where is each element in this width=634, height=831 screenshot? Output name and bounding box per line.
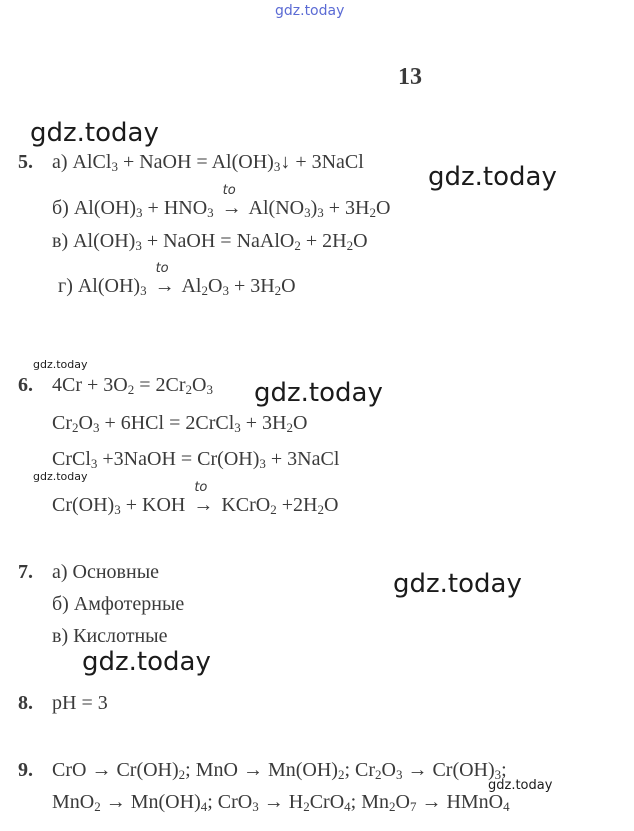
watermark: gdz.today [393, 569, 522, 599]
equation-line: в) $Al(OH)_3$ + NaOH = NaAlO$_2$ + $2H_2O$ [52, 230, 368, 253]
equation-line: $MnO_2 \to Mn(OH)_4$; $CrO_3 \to H_2CrO_4$; $Mn_2O_7$ → HMnO$_4$ [52, 791, 510, 814]
equation-line: $Cr(OH)_3$ + KOH to → KCrO$_2$ $+2H_2O$ [52, 493, 338, 517]
problem-number: 6. [18, 374, 33, 396]
problem-number: 7. [18, 561, 33, 583]
equation-line: $Cr_2O_3 + 6HCl$ = 2CrCl$_3$ + $3H_2O$ [52, 412, 308, 435]
answer-line: а) Основные [52, 561, 160, 583]
watermark: gdz.today [82, 647, 211, 677]
watermark-top: gdz.today [275, 3, 345, 19]
watermark: gdz.today [33, 470, 88, 483]
heat-label: to [222, 183, 236, 198]
watermark: gdz.today [33, 358, 88, 371]
watermark: gdz.today [30, 118, 159, 148]
page-number: 13 [398, 64, 422, 90]
heat-label: to [155, 261, 169, 276]
equation-line: г) $Al(OH)_3$ to → $Al_2O_3 + 3H_2O$ [58, 274, 296, 298]
equation-line: $4Cr + 3O_2 = 2Cr_2O_3$ [52, 374, 213, 397]
watermark: gdz.today [254, 378, 383, 408]
equation-line: CrCl$_3$ +3NaOH = $Cr(OH)_3$ + 3NaCl [52, 448, 340, 471]
problem-number: 8. [18, 692, 33, 714]
equation-line: б) $Al(OH)_3 + HNO_3$ to → $Al(NO_3)_3 + 3H_2O$ [52, 196, 390, 220]
heat-label: to [194, 480, 208, 495]
problem-number: 9. [18, 759, 33, 781]
answer-line: в) Кислотные [52, 625, 168, 647]
equation-line: а) AlCl$_3$ + NaOH = $Al(OH)_3↓$ + 3NaCl [52, 151, 364, 174]
watermark: gdz.today [488, 778, 553, 793]
equation-line: CrO → $Cr(OH)_2$; MnO → $Mn(OH)_2$; $Cr_2O_3 \to Cr(OH)_3$; [52, 759, 507, 782]
answer-line: pH = 3 [52, 692, 108, 714]
problem-number: 5. [18, 151, 33, 173]
watermark: gdz.today [428, 162, 557, 192]
answer-line: б) Амфотерные [52, 593, 185, 615]
